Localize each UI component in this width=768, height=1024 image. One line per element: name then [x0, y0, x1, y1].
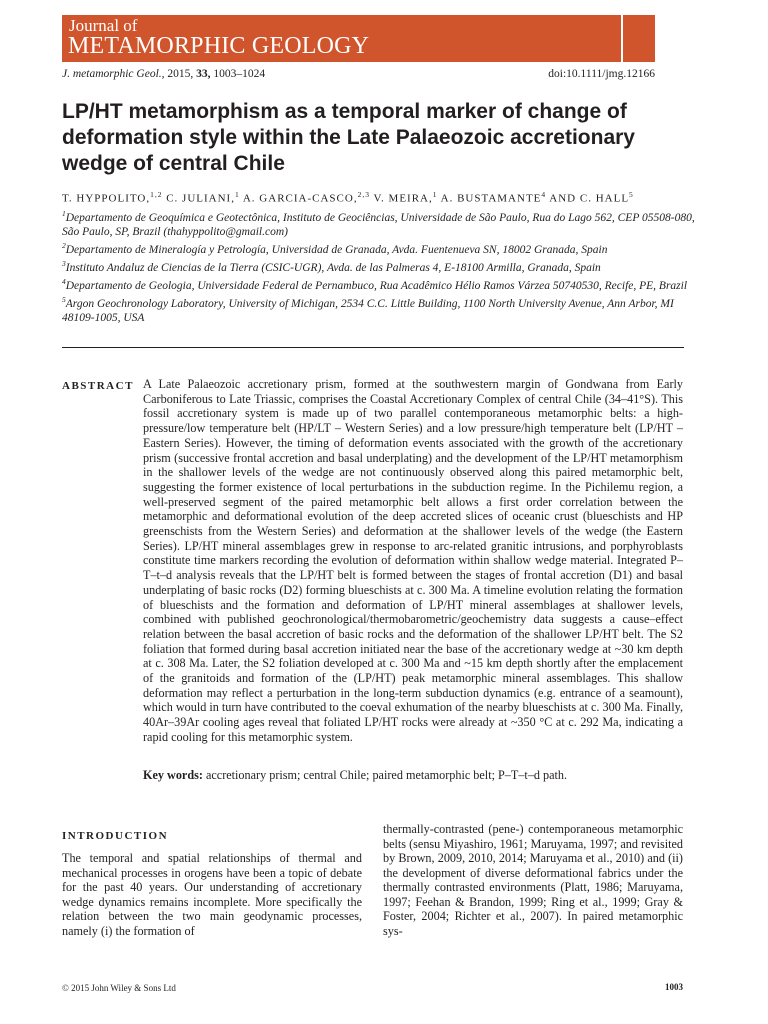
affiliation-text: Departamento de Geologia, Universidade Federal de Pernambuco, Rua Acadêmico Hélio Ramos Várzea 50740530, Recife, PE, Brazil — [65, 280, 688, 293]
affiliation-text: Departamento de Geoquímica e Geotectônica, Instituto de Geociências, Universidade de São Paulo, Rua do Lago 562, CEP 05508-080, São Paulo, SP, Brazil (thahyppolito@gmail.com) — [62, 211, 695, 239]
citation — [62, 68, 265, 80]
author-list — [62, 190, 634, 205]
page-number: 1003 — [665, 982, 683, 992]
affiliation-item — [62, 293, 702, 325]
citation-year: 2015, — [167, 68, 194, 80]
affiliation-text: Instituto Andaluz de Ciencias de la Tierra (CSIC-UGR), Avda. de las Palmeras 4, E-18100 Armilla, Granada, Spain — [65, 262, 601, 275]
author-sup: 1,2 — [150, 190, 163, 199]
affiliation-item — [62, 207, 702, 239]
introduction-left-column: The temporal and spatial relationships of thermal and mechanical processes in orogens have been a topic of debate for the past 40 years. Our understanding of accretionary wedge dynamics remains incomplete. More specifically the relation between the two main geodynamic processes, namely (i) the formation of — [62, 851, 362, 938]
author-sup: 2,3 — [357, 190, 370, 199]
affiliation-item — [62, 239, 702, 257]
author-name: V. MEIRA, — [373, 192, 433, 205]
author-name: A. GARCIA-CASCO, — [242, 192, 358, 205]
citation-pages: 1003–1024 — [213, 68, 266, 80]
journal-of-text: Journal of — [69, 16, 138, 35]
author-sup: 4 — [541, 190, 547, 199]
author-name: AND C. HALL — [549, 192, 630, 205]
abstract-label: ABSTRACT — [62, 380, 134, 392]
author-name: T. HYPPOLITO, — [62, 192, 151, 205]
section-divider — [62, 347, 684, 348]
author-sup: 5 — [629, 190, 634, 199]
citation-volume: 33, — [196, 68, 211, 80]
affiliation-item — [62, 275, 702, 293]
affiliation-sup: 2 — [62, 241, 66, 251]
banner-main-block — [62, 15, 621, 62]
introduction-heading: INTRODUCTION — [62, 830, 169, 842]
affiliation-sup: 1 — [62, 209, 66, 218]
affiliation-sup: 4 — [62, 277, 66, 287]
author-name: C. JULIANI, — [166, 192, 235, 205]
journal-banner — [62, 15, 655, 62]
author-sup: 1 — [234, 190, 240, 199]
affiliation-sup: 3 — [62, 259, 66, 269]
affiliation-text: Departamento de Mineralogía y Petrología, Universidad de Granada, Avda. Fuentenueva SN, 18002 Granada, Spain — [65, 244, 608, 257]
banner-accent-block — [623, 15, 655, 62]
affiliation-item — [62, 257, 702, 275]
keywords — [143, 768, 683, 783]
citation-journal: J. metamorphic Geol., — [62, 68, 165, 80]
doi-link[interactable]: doi:10.1111/jmg.12166 — [548, 68, 655, 80]
journal-name: METAMORPHIC GEOLOGY — [68, 33, 370, 59]
keywords-text: accretionary prism; central Chile; paired metamorphic belt; P–T–t–d path. — [205, 768, 568, 782]
author-sup: 1 — [432, 190, 438, 199]
copyright: © 2015 John Wiley & Sons Ltd — [62, 983, 176, 993]
abstract-text: A Late Palaeozoic accretionary prism, formed at the southwestern margin of Gondwana from Early Carboniferous to Late Triassic, comprises the Coastal Accretionary Complex of central Chile (34–41°S). This fossil accretionary system is made up of two parallel contemporaneous metamorphic belts: a high-pressure/low temperature belt (HP/LT – Western Series) and a low pressure/high temperature belt (LP/HT – Eastern Series). However, the timing of deformation events associated with the growth of the accretionary prism (successive frontal accretion and basal underplating) and the development of the LP/HT metamorphism in the shallower levels of the wedge are not continuously observed along this paired metamorphic belt, suggesting the former existence of local perturbations in the subduction regime. In the Pichilemu region, a well-preserved segment of the paired metamorphic belt allows a first order correlation between the metamorphic and deformational evolution of the deep accreted slices of oceanic crust (blueschists and HP greenschists from the Western Series) and deformation at the shallower levels of the wedge (the Eastern Series). LP/HT mineral assemblages grew in response to arc-related granitic intrusions, and porphyroblasts constitute time markers recording the evolution of deformation within shallow wedge material. Integrated P–T–t–d analysis reveals that the LP/HT belt is formed between the stages of frontal accretion (D1) and basal underplating of basic rocks (D2) forming blueschists at c. 300 Ma. A timeline evolution relating the formation of blueschists and the formation and deformation of LP/HT mineral assemblages at shallower levels, combined with published geochronological/thermobarometric/geochemistry data suggests a cause–effect relation between the basal accretion of basic rocks and the deformation of the shallower LP/HT belt. The S2 foliation that formed during basal accretion initiated near the base of the accretionary wedge at ~30 km depth at c. 308 Ma. Later, the S2 foliation developed at c. 300 Ma and ~15 km depth shortly after the emplacement of the granitoids and formation of the (LP/HT) peak metamorphic mineral assemblages. This shallow deformation may reflect a perturbation in the long-term subduction dynamics (e.g. entrance of a seamount), which would in turn have contributed to the coeval exhumation of the nearby blueschists at c. 300 Ma. Finally, 40Ar–39Ar cooling ages reveal that foliated LP/HT rocks were already at ~350 °C at c. 292 Ma, indicating a rapid cooling for this metamorphic system. — [143, 377, 683, 744]
affiliations — [62, 207, 702, 326]
author-name: A. BUSTAMANTE — [440, 192, 542, 205]
affiliation-sup: 5 — [62, 295, 66, 305]
article-title: LP/HT metamorphism as a temporal marker of change of deformation style within the Late Palaeozoic accretionary wedge of central Chile — [62, 100, 635, 175]
keywords-label: Key words: — [143, 768, 203, 782]
affiliation-text: Argon Geochronology Laboratory, University of Michigan, 2534 C.C. Little Building, 1100 North University Avenue, Ann Arbor, MI 48109-1005, USA — [62, 298, 674, 325]
introduction-right-column: thermally-contrasted (pene-) contemporaneous metamorphic belts (sensu Miyashiro, 1961; Maruyama, 1997; and revisited by Brown, 2009, 2010, 2014; Maruyama et al., 2010) and (ii) the development of diverse deformational fabrics under the thermally contrasted environments (Platt, 1986; Maruyama, 1997; Feehan & Brandon, 1999; Ring et al., 1999; Gray & Foster, 2004; Richter et al., 2007). In paired metamorphic sys- — [383, 822, 683, 938]
